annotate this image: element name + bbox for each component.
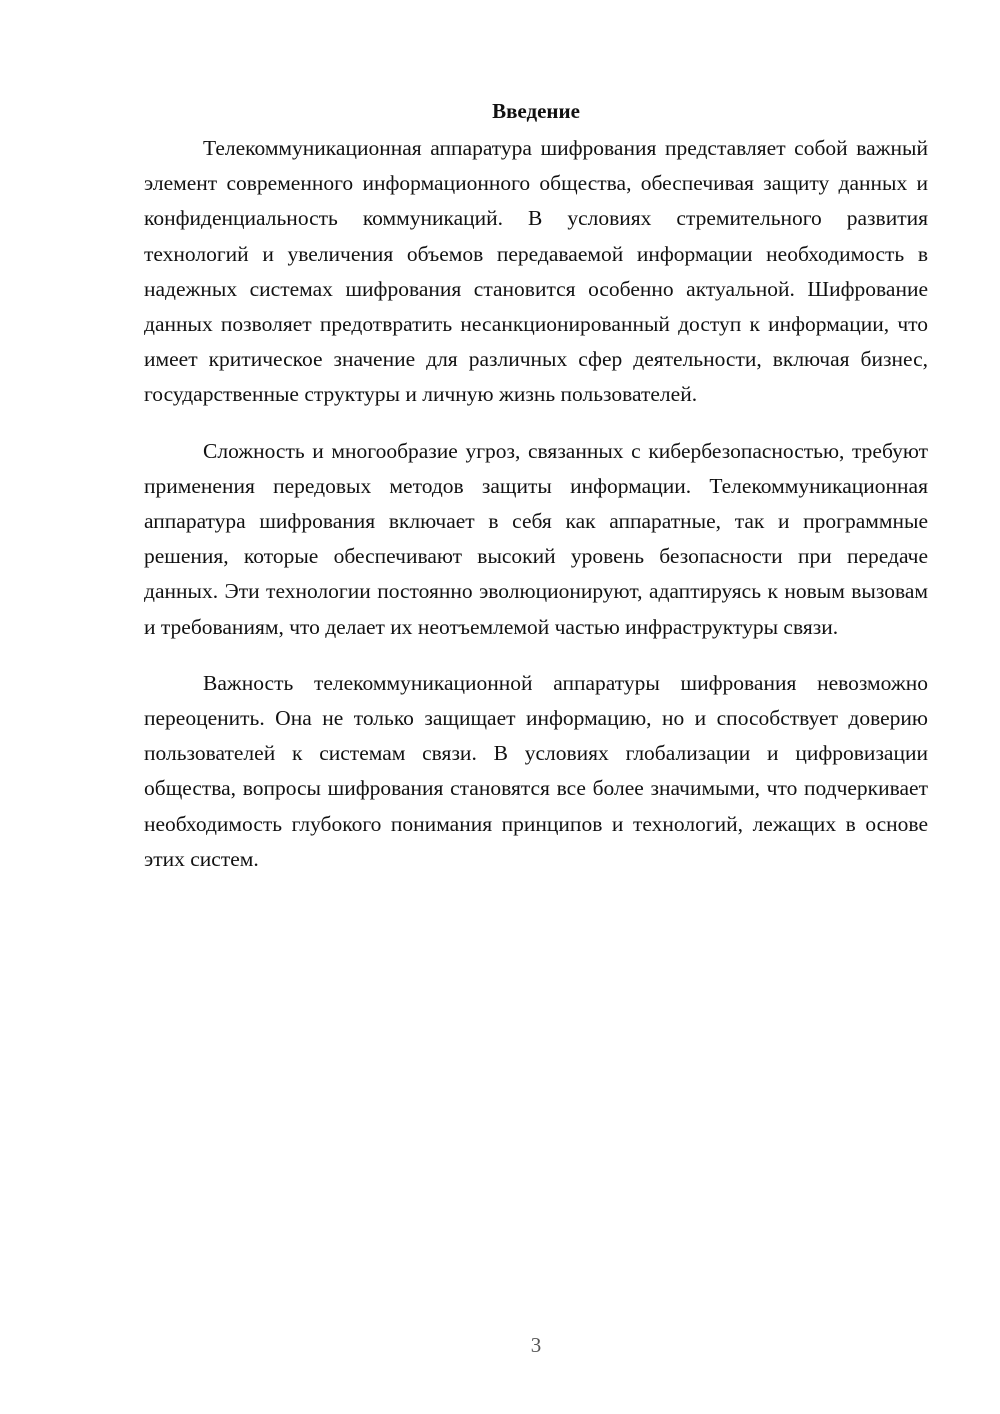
page-content (144, 96, 928, 877)
paragraph-2: Сложность и многообразие угроз, связанных с кибербезопасностью, требуют применения передовых методов защиты информации. Телекоммуникационная аппаратура шифрования включает в себя как аппаратные, так и программные решения, которые обеспечивают высокий уровень безопасности при передаче данных. Эти технологии постоянно эволюционируют, адаптируясь к новым вызовам и требованиям, что делает их неотъемлемой частью инфраструктуры связи. (144, 438, 928, 639)
paragraph-1: Телекоммуникационная аппаратура шифрования представляет собой важный элемент современного информационного общества, обеспечивая защиту данных и конфиденциальность коммуникаций. В условиях стремительного развития технологий и увеличения объемов передаваемой информации необходимость в надежных системах шифрования становится особенно актуальной. Шифрование данных позволяет предотвратить несанкционированный доступ к информации, что имеет критическое значение для различных сфер деятельности, включая бизнес, государственные структуры и личную жизнь пользователей. (144, 136, 928, 407)
section-heading: Введение (492, 99, 580, 123)
paragraph-3: Важность телекоммуникационной аппаратуры шифрования невозможно переоценить. Она не только защищает информацию, но и способствует доверию пользователей к системам связи. В условиях глобализации и цифровизации общества, вопросы шифрования становятся все более значимыми, что подчеркивает необходимость глубокого понимания принципов и технологий, лежащих в основе этих систем. (144, 670, 928, 871)
page-number: 3 (530, 1333, 542, 1357)
